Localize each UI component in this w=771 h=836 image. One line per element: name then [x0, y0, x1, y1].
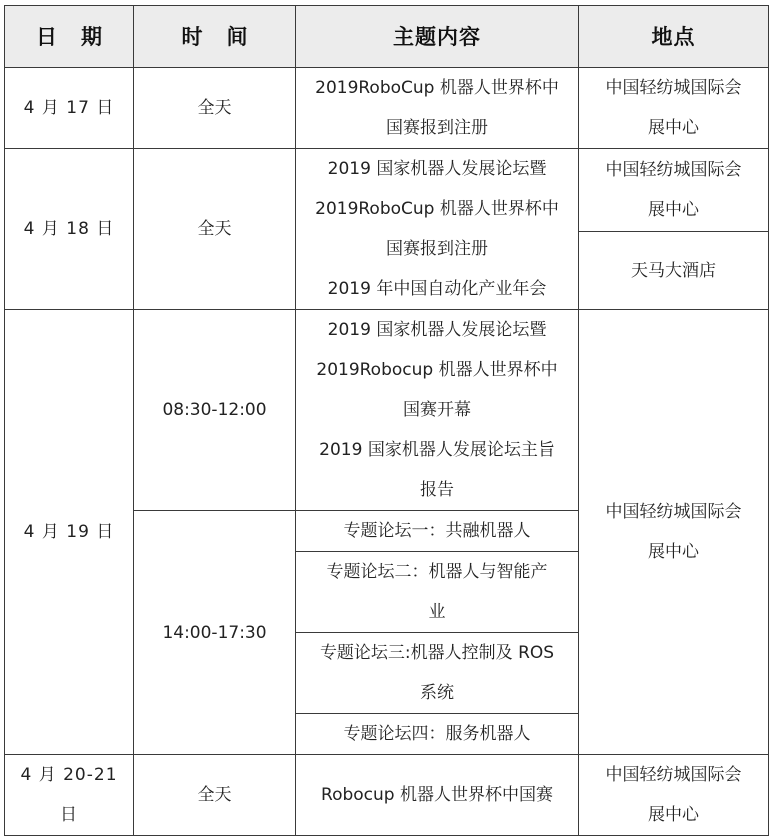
header-topic: 主题内容 — [296, 6, 579, 68]
header-date: 日期 — [5, 6, 134, 68]
topic-line: 2019 国家机器人发展论坛暨 — [327, 320, 547, 340]
venue-line: 展中心 — [648, 200, 699, 221]
date-cell: 4 月 18 日 — [5, 149, 134, 310]
forum-line: 专题论坛三:机器人控制及 ROS — [319, 643, 555, 663]
venue-line: 中国轻纺城国际会 — [605, 160, 742, 181]
time-cell: 14:00-17:30 — [134, 511, 296, 755]
forum-line: 专题论坛四：服务机器人 — [343, 724, 531, 744]
topic-cell — [296, 310, 579, 511]
header-row — [5, 6, 769, 68]
venue-cell — [579, 310, 769, 755]
table-row — [5, 68, 769, 149]
topic-line: 国赛报到注册 — [386, 239, 488, 259]
topic-line: 国赛报到注册 — [386, 118, 488, 138]
topic-line: 2019RoboCup 机器人世界杯中 — [315, 199, 559, 219]
date-cell: 4 月 19 日 — [5, 310, 134, 755]
topic-line: 2019 年中国自动化产业年会 — [327, 279, 547, 299]
forum-line: 专题论坛二：机器人与智能产 — [326, 562, 548, 582]
schedule-table — [4, 5, 769, 836]
forum-cell — [296, 633, 579, 714]
header-venue: 地点 — [579, 6, 769, 68]
topic-line: 2019 国家机器人发展论坛暨 — [327, 159, 547, 179]
header-time: 时间 — [134, 6, 296, 68]
table-row — [5, 310, 769, 511]
forum-cell — [296, 714, 579, 755]
forum-line: 系统 — [420, 683, 454, 703]
topic-line: 2019 国家机器人发展论坛主旨 — [319, 440, 555, 460]
date-cell: 4 月 20-21 日 — [5, 755, 134, 836]
date-cell: 4 月 17 日 — [5, 68, 134, 149]
forum-cell — [296, 552, 579, 633]
venue-cell: 天马大酒店 — [579, 232, 769, 310]
table-row — [5, 755, 769, 836]
venue-cell — [579, 149, 769, 232]
venue-cell — [579, 68, 769, 149]
venue-line: 展中心 — [648, 805, 699, 825]
forum-line: 业 — [428, 602, 446, 622]
table-row — [5, 149, 769, 232]
topic-cell: Robocup 机器人世界杯中国赛 — [296, 755, 579, 836]
topic-cell — [296, 149, 579, 310]
topic-line: 2019Robocup 机器人世界杯中 — [316, 360, 558, 380]
forum-line: 专题论坛一：共融机器人 — [343, 521, 531, 541]
venue-line: 中国轻纺城国际会 — [605, 78, 742, 98]
topic-cell — [296, 68, 579, 149]
venue-line: 中国轻纺城国际会 — [605, 502, 742, 522]
venue-cell — [579, 755, 769, 836]
topic-line: 2019RoboCup 机器人世界杯中 — [315, 78, 559, 98]
time-cell: 08:30-12:00 — [134, 310, 296, 511]
time-cell: 全天 — [134, 755, 296, 836]
venue-line: 展中心 — [648, 542, 699, 562]
time-cell: 全天 — [134, 68, 296, 149]
topic-line: 国赛开幕 — [403, 400, 471, 420]
topic-line: 报告 — [420, 480, 454, 500]
time-cell: 全天 — [134, 149, 296, 310]
venue-line: 中国轻纺城国际会 — [605, 765, 742, 785]
forum-cell — [296, 511, 579, 552]
venue-line: 展中心 — [648, 118, 699, 138]
